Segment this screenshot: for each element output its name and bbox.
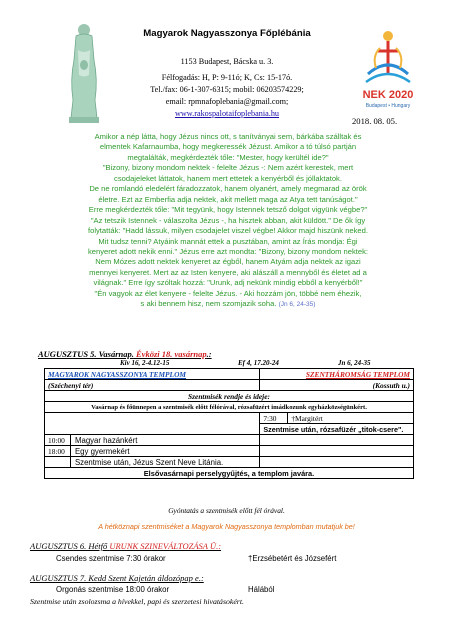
weekday-intention: Hálából xyxy=(248,585,275,594)
reading-second: Ef 4, 17.20-24 xyxy=(238,359,279,367)
gospel-line: Erre megkérdezték tőle: "Mit tegyünk, hogy Istennek tetsző dolgot vigyünk végbe?" xyxy=(88,205,368,215)
gospel-line: "Az tetszik Istennek - válaszolta Jézus -, ha hisztek abban, akit küldött." De ők így xyxy=(90,215,366,225)
gospel-line: folytatták: "Hadd lássuk, milyen csodajelet viszel végbe! Akkor majd hiszünk neked. xyxy=(87,226,368,236)
gospel-line: De ne romlandó eledelért fáradozzatok, hanem olyanért, amely megmarad az örök xyxy=(89,184,367,194)
weekday-mass: Orgonás szentmise 18:00 órakor xyxy=(56,585,170,594)
mass-intention: Egy gyermekért xyxy=(70,446,259,457)
weekday-after-note: Szentmise után zsolozsma a hívekkel, papi és szerzetesi hivatásokért. xyxy=(30,597,244,606)
gospel-line: Amikor a nép látta, hogy Jézus nincs ott, s tanítványai sem, bárkába szálltak és xyxy=(94,132,362,141)
weekday-mass: Csendes szentmise 7:30 órakor xyxy=(56,554,166,563)
weekday-date: AUGUSZTUS 7. Kedd Szent Kajetán áldozópap e.: xyxy=(30,573,204,583)
table-row xyxy=(45,391,414,402)
gospel-last-line: s aki bennem hisz, nem szomjazik soha. xyxy=(140,299,277,309)
rosary-note: Vasárnap és főünnepen a szentmisék előtt félórával, rózsafüzért imádkozunk egyházközségünkért. xyxy=(45,402,414,413)
table-row xyxy=(45,457,414,468)
gospel-line: Mit tudsz tenni? Atyáink mannát ettek a pusztában, amint az Írás mondja: Égi xyxy=(98,236,358,246)
gospel-line: "Én vagyok az élet kenyere - felelte Jézus. - Aki hozzám jön, többé nem éhezik, xyxy=(94,288,362,298)
reading-first: Kiv 16, 2-4.12-15 xyxy=(120,359,170,367)
sunday-feast: Évközi 18. vasárnap xyxy=(136,349,207,359)
table-row xyxy=(45,380,414,391)
gospel-line: megtalálták, megkérdezték tőle: "Mester, hogy kerültél ide?" xyxy=(127,152,329,162)
gospel-line: mennyei kenyeret. Mert az az Isten kenyere, aki alászáll a mennyből és életet ad a xyxy=(89,267,367,277)
table-row xyxy=(45,446,414,457)
sunday-feast-suffix: .: xyxy=(206,349,212,359)
nek-2020-logo-icon xyxy=(358,26,418,116)
mary-statue-icon xyxy=(64,20,104,125)
gospel-line: csodajeleket láttatok, hanem mert ettetek a kenyérből és jóllaktatok. xyxy=(114,173,342,183)
mass-time: 10:00 xyxy=(45,435,71,446)
mass-time: 7:30 xyxy=(260,413,288,424)
weekday-intention: †Erzsébetért és Józsefért xyxy=(248,554,337,563)
church-street-secondary: (Kossuth u.) xyxy=(260,380,414,391)
table-row xyxy=(45,468,414,479)
gospel-reference: (Jn 6, 24-35) xyxy=(278,301,316,309)
table-row xyxy=(45,424,414,435)
table-row xyxy=(45,413,414,424)
mass-schedule-table xyxy=(44,368,414,479)
logo-subtext: Budapest • Hungary xyxy=(365,103,411,109)
gospel-line: kenyeret adott nekik enni." Jézus erre azt mondta: "Bizony, bizony mondom nektek: xyxy=(87,246,369,256)
church-street-primary: (Széchenyi tér) xyxy=(45,380,260,391)
gospel-reading xyxy=(22,132,434,311)
phone: Tel./fax: 06-1-307-6315; mobil: 06203574229; xyxy=(150,85,304,94)
collection-note: Elsővasárnapi perselygyűjtés, a templom javára. xyxy=(45,468,414,479)
weekday-date: AUGUSZTUS 6. Hétfő xyxy=(30,541,108,551)
litany-note: Szentmise után, Jézus Szent Neve Litánia. xyxy=(70,457,259,468)
gospel-line: "Bizony, bizony mondom nektek - felelte Jézus -: Nem azért kerestek, mert xyxy=(102,163,354,173)
gospel-line: életre. Ezt az Emberfia adja nektek, akit mellett maga az Atya tett tanúságot." xyxy=(98,194,358,204)
gospel-line: elmentek Kafarnaumba, hogy megkeressék Jézust. Amikor a tó túlsó partján xyxy=(99,142,357,152)
reading-gospel: Jn 6, 24-35 xyxy=(338,359,371,367)
weekday-heading xyxy=(30,541,221,551)
mass-intention: †Margitért xyxy=(288,413,414,424)
sunday-heading xyxy=(38,349,212,359)
after-mass-note: Szentmise után, rózsafüzér „titok-csere". xyxy=(260,424,414,435)
bulletin-date: 2018. 08. 05. xyxy=(352,116,398,126)
office-hours: Félfogadás: H, P: 9-11ó; K, Cs: 15-17ó. xyxy=(161,73,293,82)
parish-header xyxy=(0,0,453,135)
table-row xyxy=(45,435,414,446)
sunday-date: AUGUSZTUS 5. Vasárnap. xyxy=(38,349,134,359)
weekday-feast: URUNK SZINEVÁLTOZÁSA Ü.: xyxy=(109,541,222,551)
address: 1153 Budapest, Bácska u. 3. xyxy=(180,57,274,66)
gospel-line xyxy=(22,299,434,310)
schedule-heading: Szentmisék rendje és ideje: xyxy=(45,391,414,402)
parish-title: Magyarok Nagyasszonya Főplébánia xyxy=(143,28,311,39)
church-name-secondary: SZENTHÁROMSÁG TEMPLOM xyxy=(260,369,414,380)
weekday-mass-note: A hétköznapi szentmiséket a Magyarok Nagyasszonya templomban mutatjuk be! xyxy=(98,522,355,531)
website-link[interactable]: www.rakospalotaifoplebania.hu xyxy=(174,109,280,118)
weekday-heading xyxy=(30,573,204,583)
mass-time: 18:00 xyxy=(45,446,71,457)
mass-intention: Magyar hazánkért xyxy=(70,435,259,446)
email: email: rpmnafoplebania@gmail.com; xyxy=(165,97,289,106)
logo-text: NEK 2020 xyxy=(362,89,414,101)
gospel-line: világnak." Erre így szóltak hozzá: "Urunk, adj nekünk mindig ebből a kenyérből!" xyxy=(93,278,363,288)
confession-note: Gyóntatás a szentmisék előtt fél órával. xyxy=(168,506,285,515)
table-row xyxy=(45,402,414,413)
church-name-primary: MAGYAROK NAGYASSZONYA TEMPLOM xyxy=(45,369,260,380)
table-row xyxy=(45,369,414,380)
gospel-line: Nem Mózes adott nektek kenyeret az égből, hanem Atyám adja nektek az igazi xyxy=(95,257,361,267)
